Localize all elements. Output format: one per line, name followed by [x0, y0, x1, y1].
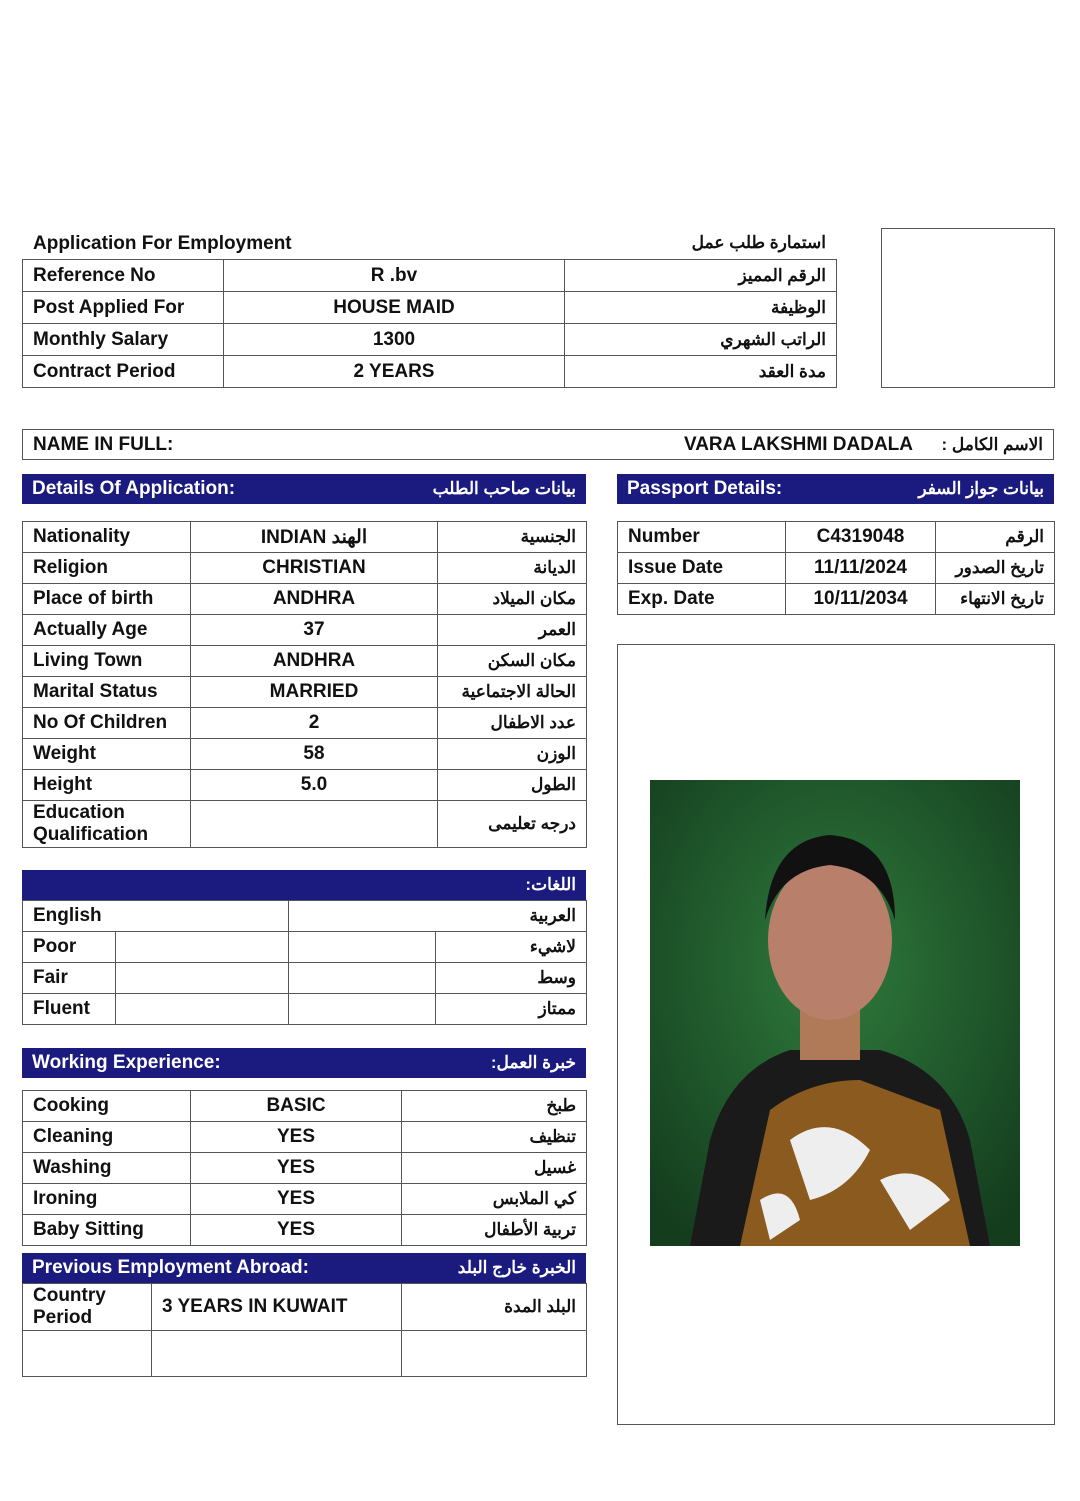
- cell-value: 1300: [224, 324, 565, 356]
- country-label: Country: [33, 1285, 106, 1306]
- cell-ar: الوزن: [438, 739, 587, 770]
- table-row: [23, 1091, 587, 1122]
- cell-label: Living Town: [23, 646, 191, 677]
- cell-label: Monthly Salary: [23, 324, 224, 356]
- cell-ar: الديانة: [438, 553, 587, 584]
- table-row: [23, 324, 837, 356]
- passport-table: [617, 521, 1055, 615]
- cell-value: CHRISTIAN: [191, 553, 438, 584]
- table-row: [23, 356, 837, 388]
- cell-label: Exp. Date: [618, 584, 786, 615]
- cell-ar: وسط: [436, 963, 587, 994]
- table-row: [618, 553, 1055, 584]
- cell-value: 10/11/2034: [786, 584, 936, 615]
- cell-ar: مدة العقد: [565, 356, 837, 388]
- table-row: [618, 522, 1055, 553]
- cell-value: ANDHRA: [191, 646, 438, 677]
- title-ar: استمارة طلب عمل: [691, 233, 826, 252]
- cell-label: Weight: [23, 739, 191, 770]
- cell-value: MARRIED: [191, 677, 438, 708]
- cell-value: HOUSE MAID: [224, 292, 565, 324]
- table-row: [23, 584, 587, 615]
- cell-label: Issue Date: [618, 553, 786, 584]
- table-row: [23, 292, 837, 324]
- period-label: Period: [33, 1307, 93, 1328]
- photo-frame: [617, 644, 1055, 1425]
- table-row: [23, 1153, 587, 1184]
- cell-ar: كي الملابس: [402, 1184, 587, 1215]
- cell-label: Marital Status: [23, 677, 191, 708]
- cell-label: Post Applied For: [23, 292, 224, 324]
- cell-label: Nationality: [23, 522, 191, 553]
- table-row: [23, 770, 587, 801]
- cell-label: Poor: [23, 932, 116, 963]
- cell-value: R .bv: [224, 260, 565, 292]
- experience-header: [22, 1048, 586, 1078]
- empty-cell: [116, 963, 289, 994]
- table-row: [23, 708, 587, 739]
- cell-ar: تاريخ الصدور: [936, 553, 1055, 584]
- cell-ar: الجنسية: [438, 522, 587, 553]
- cell-ar: طبخ: [402, 1091, 587, 1122]
- previous-employment-header: [22, 1253, 586, 1283]
- previous-table: [22, 1283, 587, 1377]
- cell-ar: عدد الاطفال: [438, 708, 587, 739]
- cell-ar: العمر: [438, 615, 587, 646]
- cell-value: C4319048: [786, 522, 936, 553]
- passport-header: [617, 474, 1054, 504]
- cell-label: Contract Period: [23, 356, 224, 388]
- empty-cell: [116, 994, 289, 1025]
- languages-header: [22, 870, 586, 900]
- name-label-ar: الاسم الكامل :: [923, 430, 1054, 460]
- table-row: [618, 584, 1055, 615]
- name-value: VARA LAKSHMI DADALA: [343, 430, 923, 460]
- details-header: [22, 474, 586, 504]
- cell-value: YES: [191, 1153, 402, 1184]
- cell-ar: تاريخ الانتهاء: [936, 584, 1055, 615]
- passport-title-ar: بيانات جواز السفر: [918, 479, 1044, 498]
- cell-label: Ironing: [23, 1184, 191, 1215]
- languages-title-ar: اللغات:: [525, 875, 576, 894]
- previous-label-ar: البلد المدة: [402, 1284, 587, 1331]
- cell-value: 2 YEARS: [224, 356, 565, 388]
- cell-value: 37: [191, 615, 438, 646]
- table-row: [23, 1184, 587, 1215]
- education-label-ar: درجه تعليمى: [438, 801, 587, 848]
- experience-title-ar: خبرة العمل:: [490, 1053, 576, 1072]
- cell-ar: تنظيف: [402, 1122, 587, 1153]
- table-row: [23, 615, 587, 646]
- details-title-ar: بيانات صاحب الطلب: [432, 479, 576, 498]
- cell-label: Religion: [23, 553, 191, 584]
- cell-label: Cooking: [23, 1091, 191, 1122]
- arabic-label: العربية: [289, 901, 587, 932]
- cell-label: Height: [23, 770, 191, 801]
- table-row: [23, 1331, 587, 1377]
- cell-label: Place of birth: [23, 584, 191, 615]
- empty-cell: [116, 932, 289, 963]
- cell-value: YES: [191, 1122, 402, 1153]
- applicant-photo: [650, 780, 1020, 1246]
- languages-table: [22, 900, 587, 1025]
- previous-title: Previous Employment Abroad:: [32, 1257, 309, 1278]
- cell-label: Number: [618, 522, 786, 553]
- cell-value: 58: [191, 739, 438, 770]
- previous-title-ar: الخبرة خارج البلد: [457, 1258, 576, 1277]
- name-row: [22, 429, 1054, 460]
- cell-value: ANDHRA: [191, 584, 438, 615]
- cell-ar: مكان السكن: [438, 646, 587, 677]
- cell-label: Reference No: [23, 260, 224, 292]
- previous-value: 3 YEARS IN KUWAIT: [152, 1284, 402, 1331]
- table-row: [23, 901, 587, 932]
- details-table: [22, 521, 587, 848]
- cell-label: Baby Sitting: [23, 1215, 191, 1246]
- cell-label: Actually Age: [23, 615, 191, 646]
- top-table: [22, 259, 837, 388]
- table-row: [23, 932, 587, 963]
- table-row: [23, 260, 837, 292]
- cell-label: Fair: [23, 963, 116, 994]
- cell-value: YES: [191, 1215, 402, 1246]
- table-row: [23, 646, 587, 677]
- cell-ar: الطول: [438, 770, 587, 801]
- cell-label: Cleaning: [23, 1122, 191, 1153]
- empty-cell: [289, 994, 436, 1025]
- english-label: English: [23, 901, 289, 932]
- cell-ar: الحالة الاجتماعية: [438, 677, 587, 708]
- cell-ar: غسيل: [402, 1153, 587, 1184]
- cell-value: YES: [191, 1184, 402, 1215]
- cell-ar: ممتاز: [436, 994, 587, 1025]
- table-row: [23, 1215, 587, 1246]
- empty-cell: [289, 932, 436, 963]
- cell-label: No Of Children: [23, 708, 191, 739]
- name-label: NAME IN FULL:: [23, 430, 344, 460]
- table-row: [23, 994, 587, 1025]
- cell-ar: الراتب الشهري: [565, 324, 837, 356]
- qualification-label: Qualification: [33, 824, 149, 845]
- photo-placeholder-box: [881, 228, 1055, 388]
- cell-label: Fluent: [23, 994, 116, 1025]
- experience-title: Working Experience:: [32, 1052, 221, 1073]
- table-row: [23, 522, 587, 553]
- table-row: [23, 739, 587, 770]
- experience-table: [22, 1090, 587, 1246]
- cell-label: Washing: [23, 1153, 191, 1184]
- details-title: Details Of Application:: [32, 478, 236, 499]
- education-label: Education: [33, 802, 125, 823]
- passport-title: Passport Details:: [627, 478, 783, 499]
- table-row: [23, 963, 587, 994]
- empty-cell: [289, 963, 436, 994]
- cell-value: 2: [191, 708, 438, 739]
- table-row: [23, 1122, 587, 1153]
- cell-ar: مكان الميلاد: [438, 584, 587, 615]
- cell-ar: الرقم: [936, 522, 1055, 553]
- cell-ar: الرقم المميز: [565, 260, 837, 292]
- cell-value: 5.0: [191, 770, 438, 801]
- cell-ar: لاشيء: [436, 932, 587, 963]
- title-en: Application For Employment: [33, 233, 292, 254]
- table-row: [23, 677, 587, 708]
- cell-value: INDIAN الهند: [191, 522, 438, 553]
- cell-ar: الوظيفة: [565, 292, 837, 324]
- cell-value: 11/11/2024: [786, 553, 936, 584]
- table-row: [23, 553, 587, 584]
- cell-value: BASIC: [191, 1091, 402, 1122]
- cell-ar: تربية الأطفال: [402, 1215, 587, 1246]
- education-value: [191, 801, 438, 848]
- table-row: [23, 801, 587, 848]
- table-row: [23, 1284, 587, 1331]
